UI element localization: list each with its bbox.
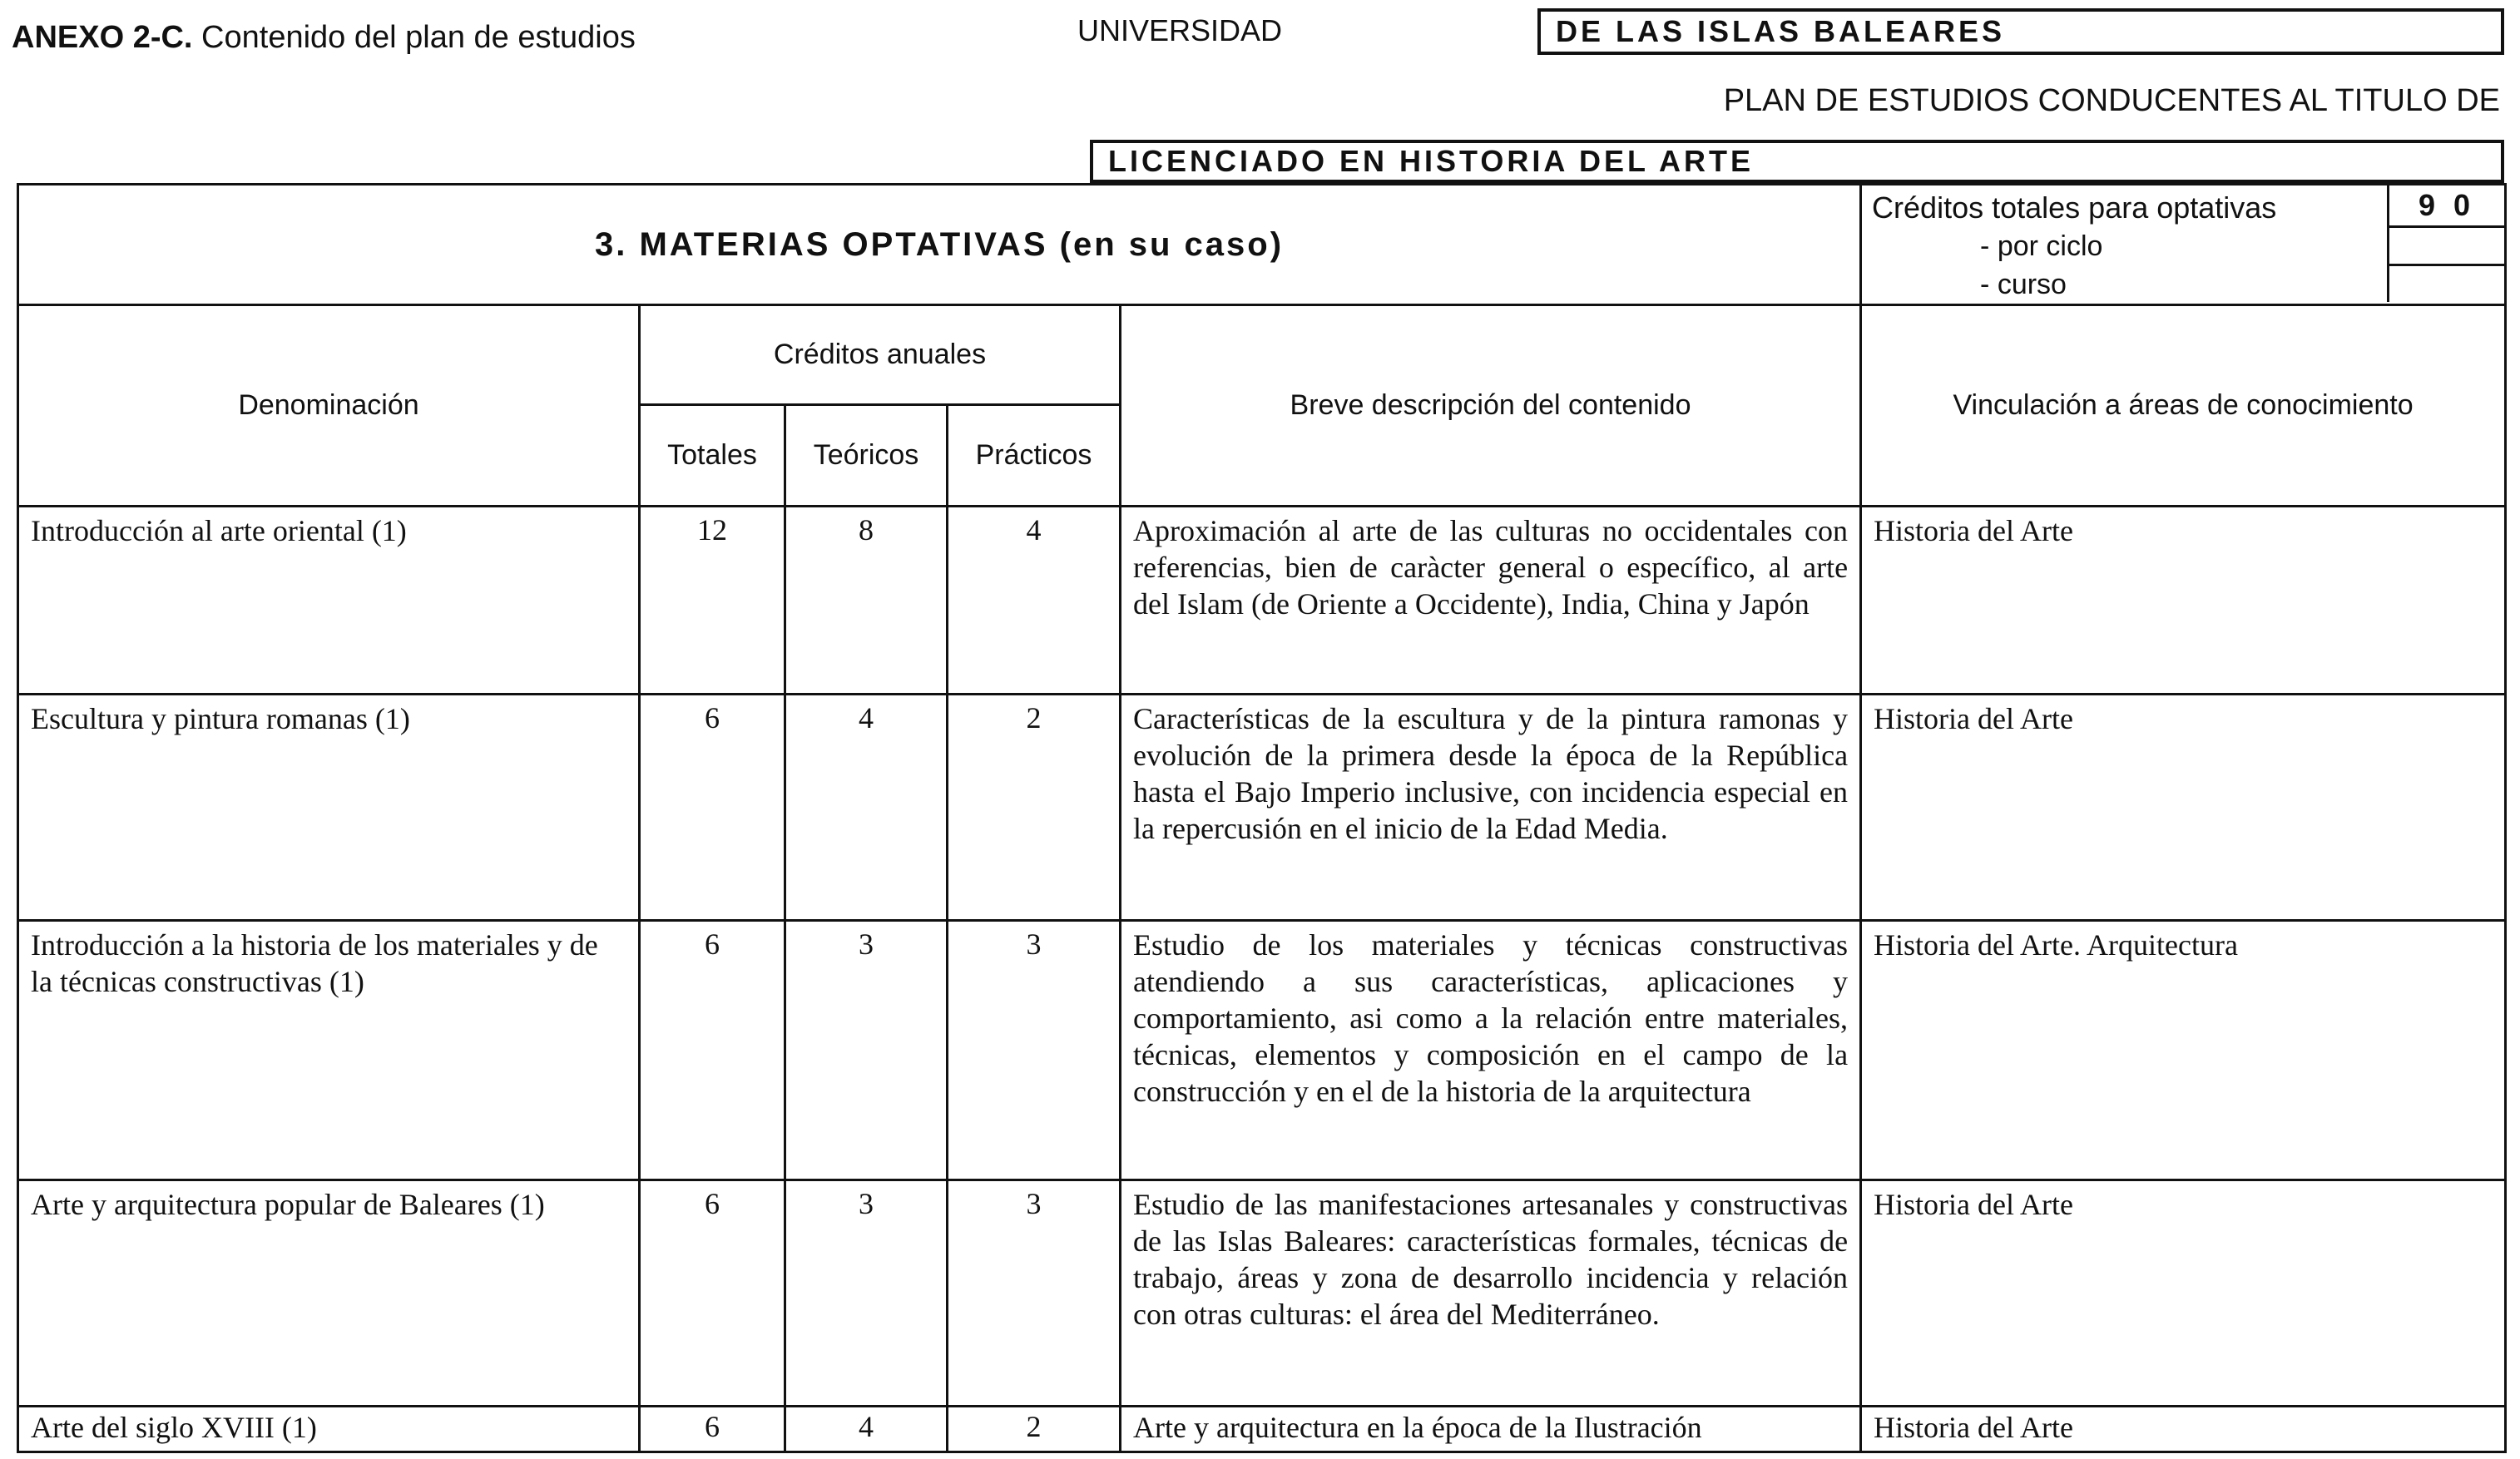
col-header-teoricos: Teóricos bbox=[785, 405, 948, 507]
col-header-denominacion: Denominación bbox=[18, 305, 640, 507]
row-totales: 6 bbox=[640, 695, 785, 921]
row-totales: 6 bbox=[640, 1407, 785, 1452]
row-description: Arte y arquitectura en la época de la Ilustración bbox=[1121, 1407, 1861, 1452]
per-course-value-box bbox=[2387, 264, 2504, 302]
row-totales: 12 bbox=[640, 507, 785, 695]
row-teoricos: 3 bbox=[785, 1180, 948, 1407]
row-area: Historia del Arte bbox=[1861, 695, 2506, 921]
row-name: Arte del siglo XVIII (1) bbox=[18, 1407, 640, 1452]
row-area: Historia del Arte bbox=[1861, 1407, 2506, 1452]
row-practicos: 3 bbox=[948, 1180, 1121, 1407]
row-practicos: 4 bbox=[948, 507, 1121, 695]
row-teoricos: 4 bbox=[785, 1407, 948, 1452]
anexo-heading bbox=[12, 20, 636, 56]
row-name: Introducción al arte oriental (1) bbox=[18, 507, 640, 695]
credits-total-label: Créditos totales para optativas bbox=[1872, 190, 2277, 225]
credits-box bbox=[1861, 185, 2506, 305]
table-row bbox=[18, 695, 2506, 921]
titulo-value-box bbox=[1090, 140, 2504, 183]
row-description: Aproximación al arte de las culturas no occidentales con referencias, bien de caràcter general o específico, al arte del Islam (de Oriente a Occidente), India, China y Japón bbox=[1121, 507, 1861, 695]
universidad-label: UNIVERSIDAD bbox=[1077, 13, 1283, 47]
row-teoricos: 3 bbox=[785, 921, 948, 1180]
row-name: Arte y arquitectura popular de Baleares (1) bbox=[18, 1180, 640, 1407]
row-description: Características de la escultura y de la pintura ramonas y evolución de la primera desde la época de la República hasta el Bajo Imperio inclusive, con incidencia especial en la repercusión en el inicio de la Edad Media. bbox=[1121, 695, 1861, 921]
row-area: Historia del Arte bbox=[1861, 507, 2506, 695]
row-area: Historia del Arte. Arquitectura bbox=[1861, 921, 2506, 1180]
row-name: Escultura y pintura romanas (1) bbox=[18, 695, 640, 921]
universidad-value: DE LAS ISLAS BALEARES bbox=[1556, 14, 2006, 48]
section-title: 3. MATERIAS OPTATIVAS (en su caso) bbox=[18, 185, 1861, 305]
col-header-descripcion: Breve descripción del contenido bbox=[1121, 305, 1861, 507]
col-header-practicos: Prácticos bbox=[948, 405, 1121, 507]
row-name: Introducción a la historia de los materiales y de la técnicas constructivas (1) bbox=[18, 921, 640, 1180]
row-teoricos: 4 bbox=[785, 695, 948, 921]
col-header-totales: Totales bbox=[640, 405, 785, 507]
row-totales: 6 bbox=[640, 921, 785, 1180]
anexo-label: ANEXO 2-C. bbox=[12, 20, 193, 55]
row-practicos: 2 bbox=[948, 1407, 1121, 1452]
plan-label: PLAN DE ESTUDIOS CONDUCENTES AL TITULO DE bbox=[1723, 83, 2500, 118]
col-header-vinculacion: Vinculación a áreas de conocimiento bbox=[1861, 305, 2506, 507]
credits-value-box bbox=[2387, 185, 2504, 228]
row-area: Historia del Arte bbox=[1861, 1180, 2506, 1407]
table-row bbox=[18, 921, 2506, 1180]
row-teoricos: 8 bbox=[785, 507, 948, 695]
table-row bbox=[18, 1180, 2506, 1407]
materias-table bbox=[17, 183, 2504, 1444]
per-cycle-label: - por ciclo bbox=[1980, 230, 2103, 262]
row-description: Estudio de las manifestaciones artesanales y constructivas de las Islas Baleares: características formales, técnicas de trabajo, áreas y zona de desarrollo incidencia y relación con otras culturas: el área del Mediterráneo. bbox=[1121, 1180, 1861, 1407]
titulo-value: LICENCIADO EN HISTORIA DEL ARTE bbox=[1108, 144, 1755, 178]
row-practicos: 2 bbox=[948, 695, 1121, 921]
universidad-value-box bbox=[1537, 8, 2504, 55]
row-practicos: 3 bbox=[948, 921, 1121, 1180]
table-row bbox=[18, 1407, 2506, 1452]
col-header-creditos-anuales: Créditos anuales bbox=[640, 305, 1121, 405]
row-description: Estudio de los materiales y técnicas constructivas atendiendo a sus características, aplicaciones y comportamiento, asi como a la relación entre materiales, técnicas, elementos y composición en el campo de la construcción y en el de la historia de la arquitectura bbox=[1121, 921, 1861, 1180]
anexo-text: Contenido del plan de estudios bbox=[201, 20, 636, 55]
per-cycle-value-box bbox=[2387, 225, 2504, 266]
credits-value: 9 0 bbox=[2419, 188, 2476, 222]
per-course-label: - curso bbox=[1980, 269, 2067, 300]
row-totales: 6 bbox=[640, 1180, 785, 1407]
table-row bbox=[18, 507, 2506, 695]
